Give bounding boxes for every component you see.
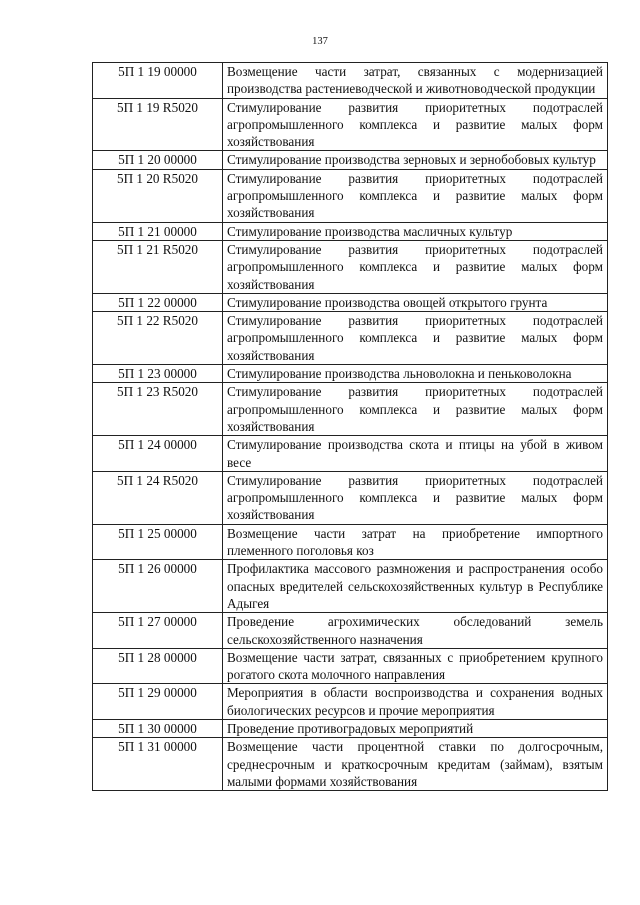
expense-description-cell: Стимулирование развития приоритетных подотраслей агропромышленного комплекса и развитие малых форм хозяйствования xyxy=(223,471,608,524)
expense-description-cell: Стимулирование производства зерновых и зернобобовых культур xyxy=(223,151,608,169)
classification-code-cell: 5П 1 19 00000 xyxy=(93,63,223,99)
classification-code-cell: 5П 1 23 00000 xyxy=(93,365,223,383)
classification-code-cell: 5П 1 31 00000 xyxy=(93,738,223,791)
classification-code-cell: 5П 1 20 00000 xyxy=(93,151,223,169)
classification-code-cell: 5П 1 22 00000 xyxy=(93,293,223,311)
table-row xyxy=(93,524,608,560)
table-row xyxy=(93,98,608,151)
table-row xyxy=(93,169,608,222)
table-row xyxy=(93,560,608,613)
expense-description-cell: Возмещение части затрат, связанных с приобретением крупного рогатого скота молочного направления xyxy=(223,648,608,684)
table-row xyxy=(93,719,608,737)
table-row xyxy=(93,436,608,472)
classification-code-cell: 5П 1 24 00000 xyxy=(93,436,223,472)
classification-code-cell: 5П 1 24 R5020 xyxy=(93,471,223,524)
expense-description-cell: Стимулирование развития приоритетных подотраслей агропромышленного комплекса и развитие малых форм хозяйствования xyxy=(223,240,608,293)
expense-description-cell: Возмещение части затрат, связанных с модернизацией производства растениеводческой и животноводческой продукции xyxy=(223,63,608,99)
table-row xyxy=(93,684,608,720)
expense-description-cell: Проведение противоградовых мероприятий xyxy=(223,719,608,737)
expense-description-cell: Возмещение части затрат на приобретение импортного племенного поголовья коз xyxy=(223,524,608,560)
classification-code-cell: 5П 1 30 00000 xyxy=(93,719,223,737)
classification-code-cell: 5П 1 22 R5020 xyxy=(93,312,223,365)
table-row xyxy=(93,613,608,649)
classification-code-cell: 5П 1 21 R5020 xyxy=(93,240,223,293)
table-row xyxy=(93,312,608,365)
classification-code-cell: 5П 1 27 00000 xyxy=(93,613,223,649)
classification-code-cell: 5П 1 19 R5020 xyxy=(93,98,223,151)
expense-description-cell: Мероприятия в области воспроизводства и сохранения водных биологических ресурсов и прочие мероприятия xyxy=(223,684,608,720)
classification-code-cell: 5П 1 29 00000 xyxy=(93,684,223,720)
table-row xyxy=(93,365,608,383)
table-row xyxy=(93,383,608,436)
expense-description-cell: Стимулирование производства масличных культур xyxy=(223,222,608,240)
table-row xyxy=(93,222,608,240)
classification-code-cell: 5П 1 21 00000 xyxy=(93,222,223,240)
classification-code-cell: 5П 1 23 R5020 xyxy=(93,383,223,436)
table-row xyxy=(93,738,608,791)
table-body xyxy=(93,63,608,791)
budget-codes-table xyxy=(92,62,608,791)
table-row xyxy=(93,63,608,99)
expense-description-cell: Стимулирование производства овощей открытого грунта xyxy=(223,293,608,311)
classification-code-cell: 5П 1 26 00000 xyxy=(93,560,223,613)
classification-code-cell: 5П 1 20 R5020 xyxy=(93,169,223,222)
expense-description-cell: Проведение агрохимических обследований земель сельскохозяйственного назначения xyxy=(223,613,608,649)
table-row xyxy=(93,471,608,524)
page-number: 137 xyxy=(312,36,328,47)
table-row xyxy=(93,648,608,684)
expense-description-cell: Стимулирование производства скота и птицы на убой в живом весе xyxy=(223,436,608,472)
expense-description-cell: Стимулирование развития приоритетных подотраслей агропромышленного комплекса и развитие малых форм хозяйствования xyxy=(223,383,608,436)
table-row xyxy=(93,240,608,293)
expense-description-cell: Стимулирование производства льноволокна и пеньковолокна xyxy=(223,365,608,383)
classification-code-cell: 5П 1 28 00000 xyxy=(93,648,223,684)
expense-description-cell: Профилактика массового размножения и распространения особо опасных вредителей сельскохозяйственных культур в Республике Адыгея xyxy=(223,560,608,613)
expense-description-cell: Стимулирование развития приоритетных подотраслей агропромышленного комплекса и развитие малых форм хозяйствования xyxy=(223,98,608,151)
classification-code-cell: 5П 1 25 00000 xyxy=(93,524,223,560)
table-row xyxy=(93,293,608,311)
expense-description-cell: Возмещение части процентной ставки по долгосрочным, среднесрочным и краткосрочным кредитам (займам), взятым малыми формами хозяйствования xyxy=(223,738,608,791)
table-row xyxy=(93,151,608,169)
expense-description-cell: Стимулирование развития приоритетных подотраслей агропромышленного комплекса и развитие малых форм хозяйствования xyxy=(223,312,608,365)
expense-description-cell: Стимулирование развития приоритетных подотраслей агропромышленного комплекса и развитие малых форм хозяйствования xyxy=(223,169,608,222)
